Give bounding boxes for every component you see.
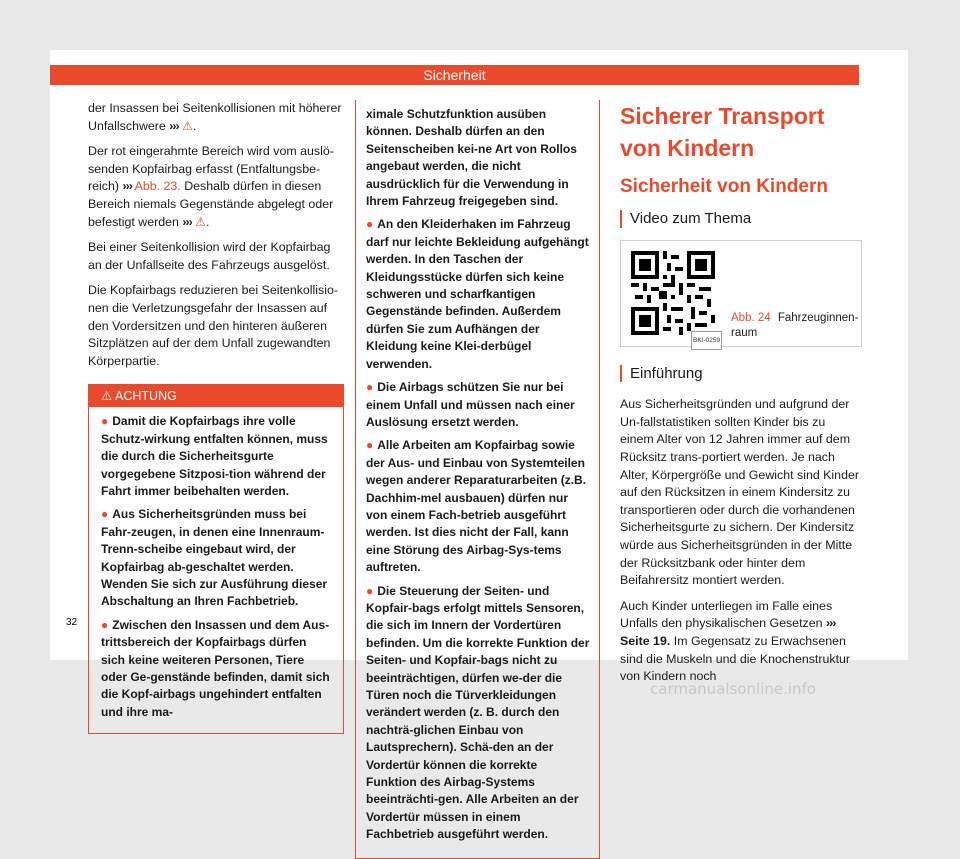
figure-link[interactable]: Abb. 23. [134, 179, 181, 194]
arrow-icon: ››› [169, 118, 179, 133]
chapter-title: Sicherer Transport von Kindern [620, 103, 825, 161]
warning-continuation [355, 100, 600, 859]
figure-box [620, 240, 862, 347]
list-item: ● Die Airbags schützen Sie nur bei einem Unfall und müssen nach einer Auslösung ersetzt werden. [366, 380, 575, 429]
list-item: ● Die Steuerung der Seiten- und Kopfair-bags erfolgt mittels Sensoren, die sich im Innern der Vordertüren befinden. Um die korrekte Funktion der Seiten- und Kopfair-bags nicht zu beeinträchtigen, dürfen we-der die Türen noch die Türverkleidungen verändert werden (z. B. durch den nachträ-glichen Einbau von Lautsprechern). Schä-den an der Vordertür können die korrekte Funktion des Airbag-Systems beeinträchti-gen. Alle Arbeiten an der Vordertür müssen in einem Fachbetrieb ausgeführt werden. [366, 583, 590, 842]
warning-box [88, 384, 344, 734]
column-right [620, 100, 862, 694]
paragraph: Auch Kinder unterliegen im Falle eines Unfalls den physikalischen Gesetzen ››› Seite 19. Im Gegensatz zu Erwachsenen sind die Muskeln und die Knochenstruktur von Kindern noch [620, 598, 851, 684]
list-item: ● Aus Sicherheitsgründen muss bei Fahr-zeugen, in denen eine Innenraum-Trenn-scheibe eingebaut wird, der Kopfairbag ab-geschaltet werden. Wenden Sie sich zur Ausführung dieser Abschaltung an Ihren Fachbetrieb. [101, 507, 328, 609]
figure-id: BKI-0259 [691, 331, 722, 351]
arrow-icon: ››› [825, 616, 836, 631]
bullet-icon: ● [366, 217, 374, 232]
bullet-icon: ● [366, 438, 374, 453]
figure-caption: Abb. 24 Fahrzeuginnen-raum [731, 311, 859, 339]
section-title: Sicherheit von Kindern [620, 176, 828, 197]
bullet-icon: ● [101, 617, 109, 632]
paragraph: Bei einer Seitenkollision wird der Kopfairbag an der Unfallseite des Fahrzeugs ausgelöst. [88, 240, 331, 272]
page-link[interactable]: Seite 19. [620, 633, 671, 648]
list-item: ● An den Kleiderhaken im Fahrzeug darf nur leichte Bekleidung aufgehängt werden. In den Taschen der Kleidungsstücke dürfen sich keine schweren und scharfkantigen Gegenstände befinden. Außerdem dürfen Sie zum Aufhängen der Kleidung keine Klei-derbügel verwenden. [366, 217, 589, 371]
bullet-icon: ● [366, 380, 374, 395]
bullet-icon: ● [366, 583, 374, 598]
list-item: ● Zwischen den Insassen und dem Aus-trittsbereich der Kopfairbags dürfen sich keine weiteren Personen, Tiere oder Ge-genstände befinden, damit sich die Kopf-airbags ungehindert entfalten und ihre ma- [101, 617, 330, 719]
paragraph: Der rot eingerahmte Bereich wird vom auslö-senden Kopfairbag erfasst (Entfaltungsbe-reich) ››› Abb. 23. Deshalb dürfen in diesen Bereich niemals Gegenstände abgelegt oder befestigt werden ››› ⚠. [88, 144, 334, 229]
video-heading: Video zum Thema [620, 210, 862, 228]
list-item: ● Alle Arbeiten am Kopfairbag sowie der Aus- und Einbau von Systemteilen wegen anderer Reparaturarbeiten (z.B. Dachhim-mel ausbauen) dürfen nur von einem Fach-betrieb ausgeführt werden. Ist dies nicht der Fall, kann eine Störung des Airbag-Sys-tems auftreten. [366, 438, 587, 575]
qr-code-icon[interactable] [631, 251, 715, 335]
paragraph: Die Kopfairbags reduzieren bei Seitenkollisio-nen die Verletzungsgefahr der Insassen auf den Vordersitzen und den hinteren äußeren Sitzplätzen auf der dem Unfall zugewandten Körperpartie. [88, 283, 339, 368]
arrow-icon: ››› [122, 179, 132, 194]
column-middle [355, 100, 600, 859]
watermark-logo: carmanualsonline.info [650, 680, 816, 698]
bullet-icon: ● [101, 414, 109, 429]
warning-body [89, 407, 343, 733]
warning-icon: ⚠ [101, 389, 113, 404]
page-number: 32 [66, 617, 78, 628]
paragraph: der Insassen bei Seitenkollisionen mit höherer Unfallschwere ››› ⚠. [88, 101, 342, 133]
figure-number: Abb. 24 [731, 311, 771, 324]
bullet-icon: ● [101, 507, 109, 522]
list-item: ● Damit die Kopfairbags ihre volle Schutz-wirkung entfalten können, muss die durch die Sicherheitsgurte vorgegebene Sitzposi-tion während der Fahrt immer beibehalten werden. [101, 414, 328, 498]
section-header: Sicherheit [50, 65, 859, 85]
paragraph: ximale Schutzfunktion ausüben können. Deshalb dürfen an den Seitenscheiben kei-ne Art von Rollos angebaut werden, die nicht ausdrücklich für die Verwendung in Ihrem Fahrzeug freigegeben sind. [366, 107, 577, 209]
paragraph: Aus Sicherheitsgründen und aufgrund der Un-fallstatistiken sollten Kinder bis zu einem Alter von 12 Jahren immer auf dem Rücksitz trans-portiert werden. Je nach Alter, Körpergröße und Gewicht sind Kinder auf den Rücksitzen in einem Kindersitz zu transportieren oder durch die vorhandenen Sicherheitsgurte zu sichern. Der Kindersitz würde aus Sicherheitsgründen in der Mitte der Rücksitzbank oder hinter dem Beifahrersitz montiert werden. [620, 397, 859, 588]
warning-icon: ⚠ [182, 118, 193, 133]
warning-icon: ⚠ [195, 214, 206, 229]
arrow-icon: ››› [182, 214, 192, 229]
subsection-heading: Einführung [620, 365, 862, 383]
warning-header: ⚠ ACHTUNG [89, 385, 343, 407]
column-left [88, 100, 344, 734]
